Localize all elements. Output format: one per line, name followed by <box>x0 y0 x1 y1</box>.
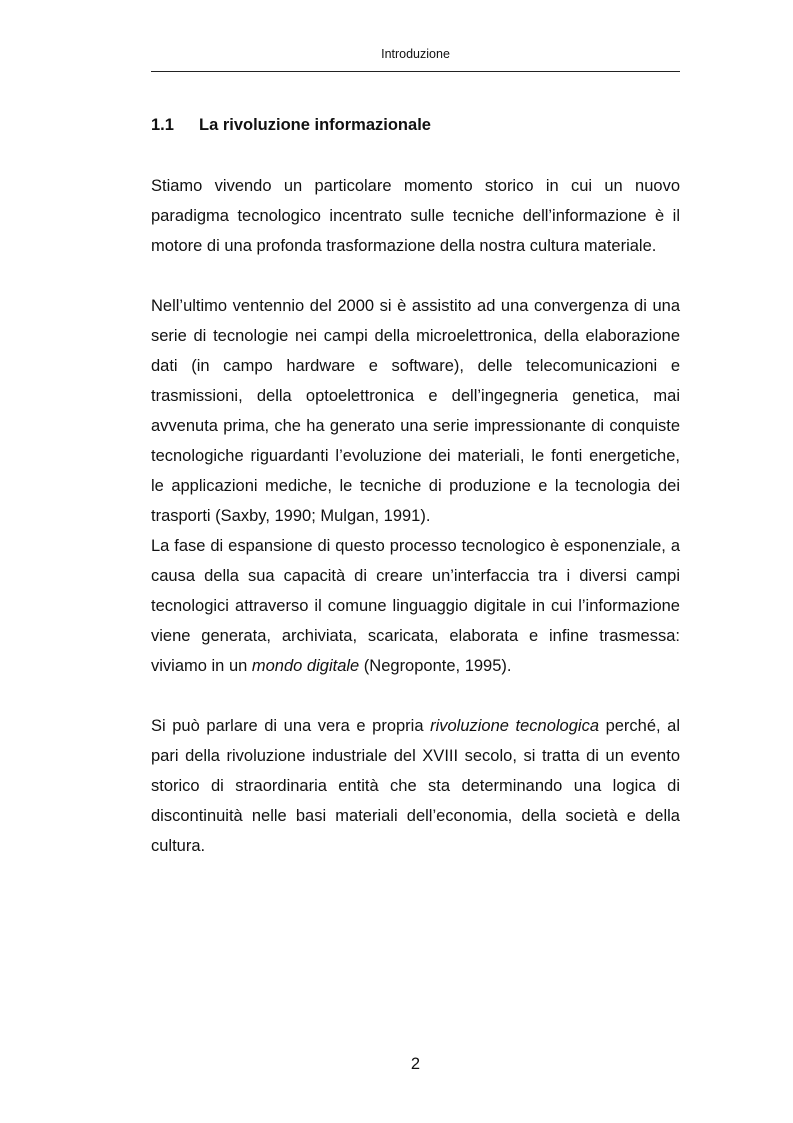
paragraph-3-text-after: (Negroponte, 1995). <box>359 657 512 675</box>
paragraph-1: Stiamo vivendo un particolare momento storico in cui un nuovo paradigma tecnologico incentrato sulle tecniche dell’informazione è il motore di una profonda trasformazione della nostra cultura materiale. <box>151 177 680 255</box>
paragraph-4-text-after: perché, al pari della rivoluzione industriale del XVIII secolo, si tratta di un evento storico di straordinaria entità che sta determinando una logica di discontinuità nelle basi materiali dell’economia, della società e della cultura. <box>151 717 681 855</box>
paragraph-4-emphasis: rivoluzione tecnologica <box>430 717 599 735</box>
paragraph-4-text-before: Si può parlare di una vera e propria <box>151 717 431 735</box>
section-heading <box>151 116 431 135</box>
paragraph-3-emphasis: mondo digitale <box>251 657 360 675</box>
paragraph-3 <box>151 531 680 681</box>
paragraph-gap <box>151 681 680 711</box>
paragraph-gap <box>151 261 680 291</box>
paragraph-4 <box>151 711 680 861</box>
header-rule <box>151 71 680 72</box>
paragraph-2: Nell’ultimo ventennio del 2000 si è assistito ad una convergenza di una serie di tecnologie nei campi della microelettronica, della elaborazione dati (in campo hardware e software), delle telecomunicazioni e trasmissioni, della optoelettronica e dell’ingegneria genetica, mai avvenuta prima, che ha generato una serie impressionante di conquiste tecnologiche riguardanti l’evoluzione dei materiali, le fonti energetiche, le applicazioni mediche, le tecniche di produzione e la tecnologia dei trasporti (Saxby, 1990; Mulgan, 1991). <box>151 297 680 525</box>
section-title: La rivoluzione informazionale <box>199 116 431 134</box>
paragraph-3-text-before: La fase di espansione di questo processo tecnologico è esponenziale, a causa della sua capacità di creare un’interfaccia tra i diversi campi tecnologici attraverso il comune linguaggio digitale in cui l’informazione viene generata, archiviata, scaricata, elaborata e infine trasmessa: viviamo in un <box>151 537 680 675</box>
section-number: 1.1 <box>151 116 174 134</box>
page-number: 2 <box>410 1055 421 1073</box>
body-text <box>151 171 680 861</box>
running-header: Introduzione <box>381 47 450 61</box>
